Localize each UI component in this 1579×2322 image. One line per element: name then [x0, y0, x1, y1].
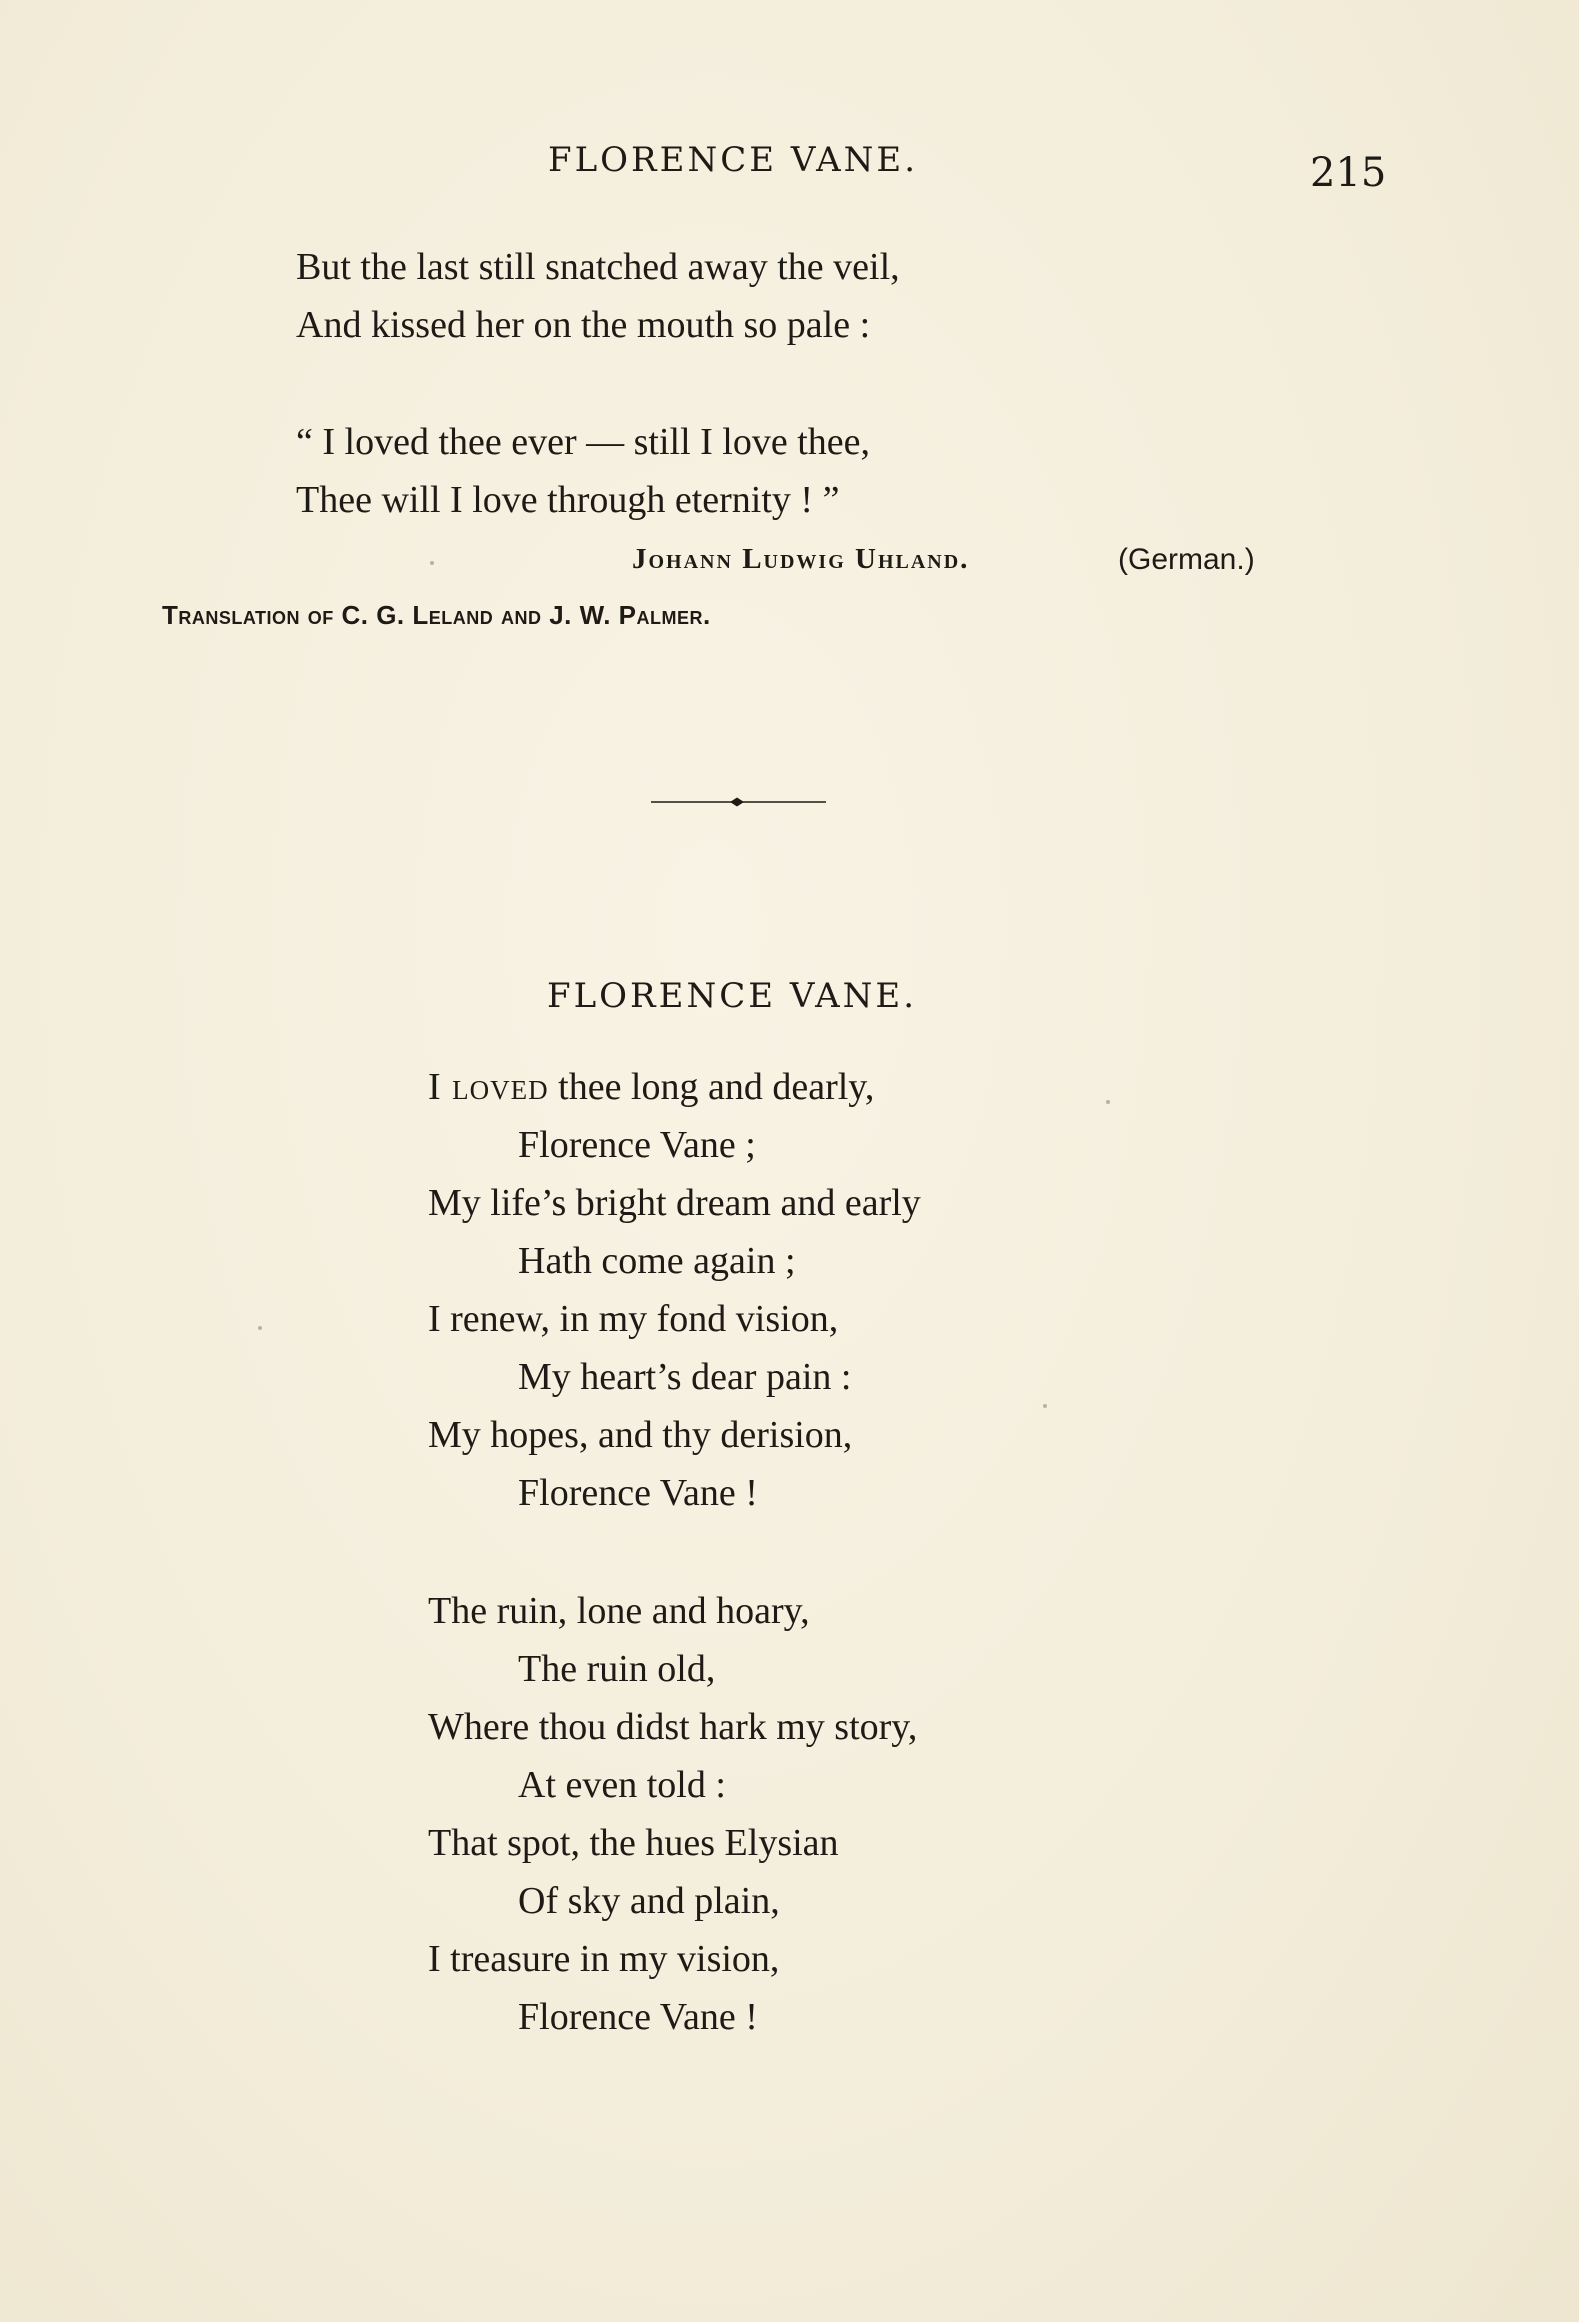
page-number: 215 [1310, 150, 1387, 196]
verse-line: Florence Vane ! [518, 1472, 758, 1514]
previous-poem-stanza-2 [296, 413, 870, 529]
verse-line: “ I loved thee ever — still I love thee, [296, 421, 871, 463]
verse-line: Hath come again ; [518, 1240, 796, 1282]
running-head-title: FLORENCE VANE. [548, 140, 919, 180]
verse-line: At even told : [518, 1764, 726, 1806]
poem-title: FLORENCE VANE. [547, 976, 918, 1016]
verse-line: Of sky and plain, [518, 1880, 780, 1922]
translation-credit: Translation of C. G. Leland and J. W. Palmer. [162, 600, 711, 630]
paper-speck [430, 561, 434, 565]
verse-line: The ruin old, [518, 1648, 716, 1690]
section-divider-ornament [651, 796, 826, 808]
language-note: (German.) [1118, 543, 1255, 576]
paper-speck [1106, 1100, 1110, 1104]
author-attribution: Johann Ludwig Uhland. [632, 543, 970, 575]
verse-line: Florence Vane ; [518, 1124, 756, 1166]
verse-line: My life’s bright dream and early [428, 1182, 921, 1224]
verse-line: My heart’s dear pain : [518, 1356, 852, 1398]
verse-line: And kissed her on the mouth so pale : [296, 304, 871, 346]
verse-line: I treasure in my vision, [428, 1938, 780, 1980]
verse-line: Where thou didst hark my story, [428, 1706, 918, 1748]
verse-line: I renew, in my fond vision, [428, 1298, 839, 1340]
previous-poem-stanza-1 [296, 238, 900, 354]
paper-speck [258, 1326, 262, 1330]
verse-line: But the last still snatched away the veil, [296, 246, 900, 288]
verse-line: That spot, the hues Elysian [428, 1822, 839, 1864]
verse-line: Thee will I love through eternity ! ” [296, 479, 840, 521]
first-words-small-caps: I loved [428, 1066, 549, 1108]
first-line-rest: thee long and dearly, [548, 1066, 875, 1108]
poem-stanza-1 [428, 1058, 921, 1522]
paper-speck [1043, 1404, 1047, 1408]
verse-line: Florence Vane ! [518, 1996, 758, 2038]
poem-stanza-2 [428, 1582, 917, 2046]
verse-line: The ruin, lone and hoary, [428, 1590, 810, 1632]
verse-line-first [428, 1058, 921, 1116]
verse-line: My hopes, and thy derision, [428, 1414, 853, 1456]
